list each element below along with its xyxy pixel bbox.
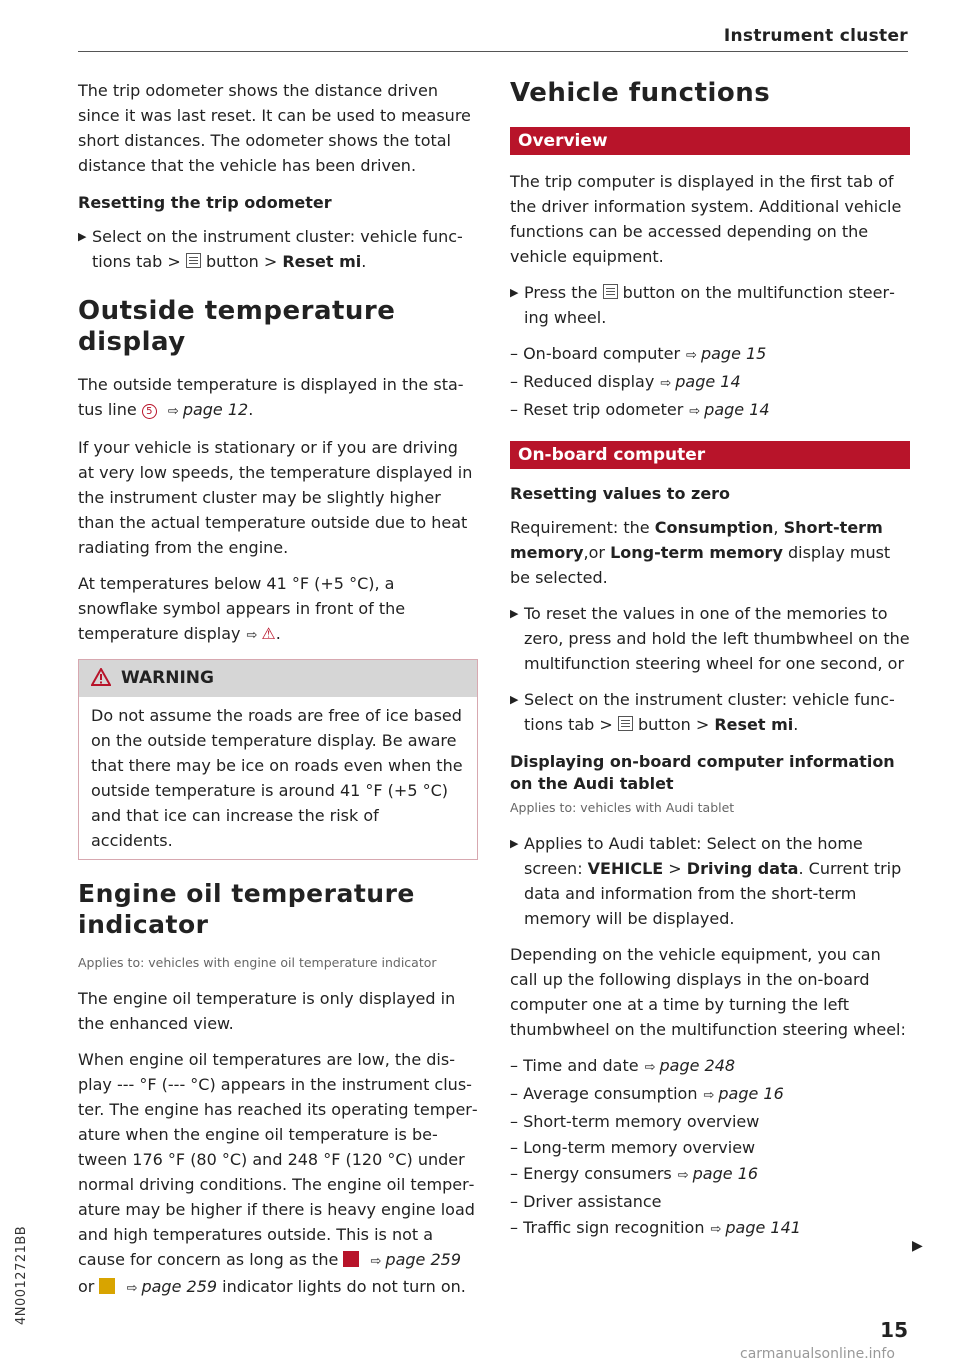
bullet-triangle-icon: ▶ bbox=[510, 837, 519, 850]
overview-band: Overview bbox=[510, 127, 910, 155]
left-column bbox=[78, 78, 478, 1312]
reset-step-1: ▶ To reset the values in one of the memories to zero, press and hold the left thumbwheel on the multifunction steering wheel for one second, or bbox=[510, 601, 910, 676]
right-column bbox=[510, 78, 910, 1243]
bullet-triangle-icon: ▶ bbox=[510, 607, 519, 620]
page-link[interactable]: page 16 bbox=[718, 1084, 784, 1103]
trip-intro-paragraph: The trip odometer shows the distance driven since it was last reset. It can be used to measure short distances. The odometer shows the total distance that the vehicle has been driven. bbox=[78, 81, 471, 175]
page-link[interactable]: page 141 bbox=[725, 1218, 801, 1237]
page-header bbox=[78, 24, 908, 52]
overview-paragraph: The trip computer is displayed in the first tab of the driver information system. Additional vehicle functions can be accessed depending on the vehicle equipment. bbox=[510, 172, 902, 266]
press-button-step: ▶ Press the button on the multifunction steering wheel. bbox=[510, 280, 910, 330]
callout-number-icon: 5 bbox=[142, 404, 157, 419]
list-item: – Short-term memory overview bbox=[510, 1112, 760, 1131]
list-item: – Traffic sign recognition ⇨ page 141 bbox=[510, 1218, 801, 1237]
continue-arrow-icon: ▶ bbox=[912, 1238, 923, 1254]
page-link[interactable]: page 248 bbox=[659, 1056, 736, 1075]
reset-trip-step: ▶ Select on the instrument cluster: vehicle functions tab > button > Reset mi. bbox=[78, 224, 478, 274]
oil-temp-p2: When engine oil temperatures are low, the display --- °F (--- °C) appears in the instrument cluster. The engine has reached its operating temperature when the engine oil temperature is between 176 °F (80 °C) and 248 °F (120 °C) under normal driving conditions. The engine oil temperature may be higher if there is heavy engine load and high temperatures outside. This is not a cause for concern as long as the ⇨ page 259 or ⇨ page 259 indicator lights do not turn on. bbox=[78, 1050, 478, 1296]
menu-button-icon bbox=[618, 716, 633, 731]
oil-level-warning-lamp-icon bbox=[99, 1278, 115, 1294]
menu-button-icon bbox=[603, 284, 618, 299]
list-item: – Reset trip odometer ⇨ page 14 bbox=[510, 400, 770, 419]
tablet-step: ▶ Applies to Audi tablet: Select on the home screen: VEHICLE > Driving data. Current trip data and information from the short-term memory will be displayed. bbox=[510, 831, 910, 931]
outside-temp-p3: At temperatures below 41 °F (+5 °C), a snowflake symbol appears in front of the temperature display ⇨ ⚠. bbox=[78, 574, 406, 643]
page-link[interactable]: page 15 bbox=[700, 344, 767, 363]
oil-temp-heading: Engine oil temperature indicator bbox=[78, 879, 415, 939]
warning-box bbox=[78, 659, 478, 860]
depending-paragraph: Depending on the vehicle equipment, you can call up the following displays in the on-board computer one at a time by turning the left thumbwheel on the multifunction steering wheel: bbox=[510, 945, 906, 1039]
oil-temp-p1: The engine oil temperature is only displayed in the enhanced view. bbox=[78, 989, 456, 1033]
reset-trip-heading: Resetting the trip odometer bbox=[78, 193, 332, 212]
page-link[interactable]: page 259 bbox=[385, 1250, 461, 1269]
page-link[interactable]: page 14 bbox=[704, 400, 770, 419]
requirement-paragraph: Requirement: the Consumption, Short-term memory,or Long-term memory display must be selected. bbox=[510, 518, 891, 587]
functions-list bbox=[510, 341, 910, 425]
warning-header: WARNING bbox=[79, 660, 477, 697]
list-item: – Driver assistance bbox=[510, 1192, 662, 1211]
list-item: – Energy consumers ⇨ page 16 bbox=[510, 1164, 759, 1183]
onboard-computer-band: On-board computer bbox=[510, 441, 910, 469]
warning-text: Do not assume the roads are free of ice based on the outside temperature display. Be aware that there may be ice on roads even when the outside temperature is around 41 °F (+5 °C) and that ice can increase the risk of accidents. bbox=[91, 706, 463, 850]
page-link[interactable]: page 16 bbox=[692, 1164, 759, 1183]
menu-button-icon bbox=[186, 253, 201, 268]
page-link[interactable]: page 14 bbox=[675, 372, 741, 391]
reset-step-2: ▶ Select on the instrument cluster: vehicle functions tab > button > Reset mi. bbox=[510, 687, 910, 737]
page-number: 15 bbox=[880, 1318, 908, 1342]
oil-applies-note: Applies to: vehicles with engine oil temperature indicator bbox=[78, 955, 437, 970]
bullet-triangle-icon: ▶ bbox=[510, 286, 519, 299]
watermark: carmanualsonline.info bbox=[740, 1346, 895, 1362]
list-item: – Reduced display ⇨ page 14 bbox=[510, 372, 741, 391]
list-item: – Average consumption ⇨ page 16 bbox=[510, 1084, 784, 1103]
outside-temp-p1: The outside temperature is displayed in the status line 5 ⇨ page 12. bbox=[78, 375, 464, 419]
page-link[interactable]: page 12 bbox=[182, 400, 249, 419]
warning-triangle-icon bbox=[91, 668, 111, 686]
displays-list bbox=[510, 1053, 910, 1243]
display-info-heading: Displaying on-board computer information on the Audi tablet bbox=[510, 752, 895, 793]
tablet-applies-note: Applies to: vehicles with Audi tablet bbox=[510, 800, 735, 815]
reset-values-heading: Resetting values to zero bbox=[510, 484, 731, 503]
bullet-triangle-icon: ▶ bbox=[78, 230, 87, 243]
list-item: – On-board computer ⇨ page 15 bbox=[510, 344, 767, 363]
document-code: 4N0012721BB bbox=[14, 1225, 29, 1325]
oil-temp-warning-lamp-icon bbox=[343, 1251, 359, 1267]
list-item: – Long-term memory overview bbox=[510, 1138, 756, 1157]
outside-temp-p2: If your vehicle is stationary or if you are driving at very low speeds, the temperature displayed in the instrument cluster may be slightly higher than the actual temperature outside due to heat radiating from the engine. bbox=[78, 438, 473, 557]
list-item: – Time and date ⇨ page 248 bbox=[510, 1056, 736, 1075]
bullet-triangle-icon: ▶ bbox=[510, 693, 519, 706]
page-link[interactable]: page 259 bbox=[141, 1277, 218, 1296]
warning-ref-icon[interactable]: ⚠ bbox=[261, 624, 276, 643]
section-title: Instrument cluster bbox=[723, 26, 908, 46]
vehicle-functions-heading: Vehicle functions bbox=[510, 78, 771, 108]
outside-temp-heading: Outside temperature display bbox=[78, 296, 396, 357]
